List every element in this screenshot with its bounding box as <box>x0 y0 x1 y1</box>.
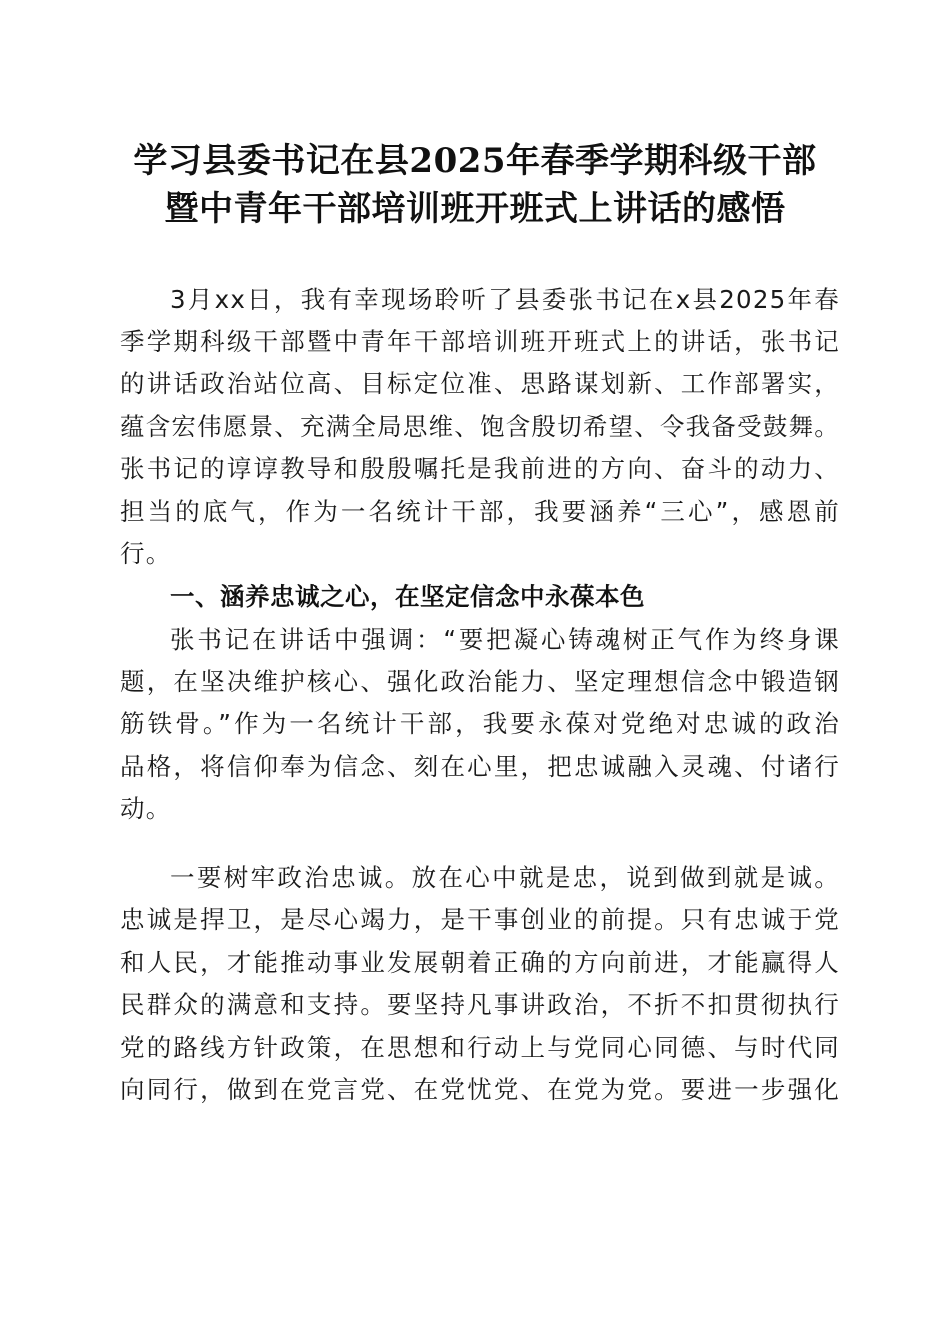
intro-line: 行。 <box>120 539 172 568</box>
document-title-line-1: 学习县委书记在县2025年春季学期科级干部 <box>133 141 817 181</box>
section-heading: 一、涵养忠诚之心，在坚定信念中永葆本色 <box>170 582 645 611</box>
paragraph-line: 题，在坚决维护核心、强化政治能力、坚定理想信念中锻造钢 <box>120 667 840 696</box>
document-title-line-2: 暨中青年干部培训班开班式上讲话的感悟 <box>164 189 786 229</box>
intro-line: 担当的底气，作为一名统计干部，我要涵养“三心”，感恩前 <box>120 497 840 526</box>
paragraph-line: 和人民，才能推动事业发展朝着正确的方向前进，才能赢得人 <box>120 948 840 977</box>
intro-line: 张书记的谆谆教导和殷殷嘱托是我前进的方向、奋斗的动力、 <box>120 454 840 483</box>
intro-line: 的讲话政治站位高、目标定位准、思路谋划新、工作部署实， <box>120 369 840 398</box>
paragraph-line: 忠诚是捍卫，是尽心竭力，是干事创业的前提。只有忠诚于党 <box>120 905 840 934</box>
paragraph-line: 一要树牢政治忠诚。放在心中就是忠，说到做到就是诚。 <box>170 863 840 892</box>
paragraph-line: 民群众的满意和支持。要坚持凡事讲政治，不折不扣贯彻执行 <box>120 990 840 1019</box>
paragraph-line: 动。 <box>120 794 172 823</box>
intro-line: 季学期科级干部暨中青年干部培训班开班式上的讲话，张书记 <box>120 327 840 356</box>
paragraph-line: 张书记在讲话中强调：“要把凝心铸魂树正气作为终身课 <box>170 625 840 654</box>
intro-line: 蕴含宏伟愿景、充满全局思维、饱含殷切希望、令我备受鼓舞。 <box>120 412 840 441</box>
paragraph-line: 品格，将信仰奉为信念、刻在心里，把忠诚融入灵魂、付诸行 <box>120 752 840 781</box>
paragraph-line: 向同行，做到在党言党、在党忧党、在党为党。要进一步强化 <box>120 1075 840 1104</box>
intro-line: 3月xx日，我有幸现场聆听了县委张书记在x县2025年春 <box>170 285 840 314</box>
paragraph-line: 筋铁骨。”作为一名统计干部，我要永葆对党绝对忠诚的政治 <box>120 709 840 738</box>
paragraph-line: 党的路线方针政策，在思想和行动上与党同心同德、与时代同 <box>120 1033 840 1062</box>
